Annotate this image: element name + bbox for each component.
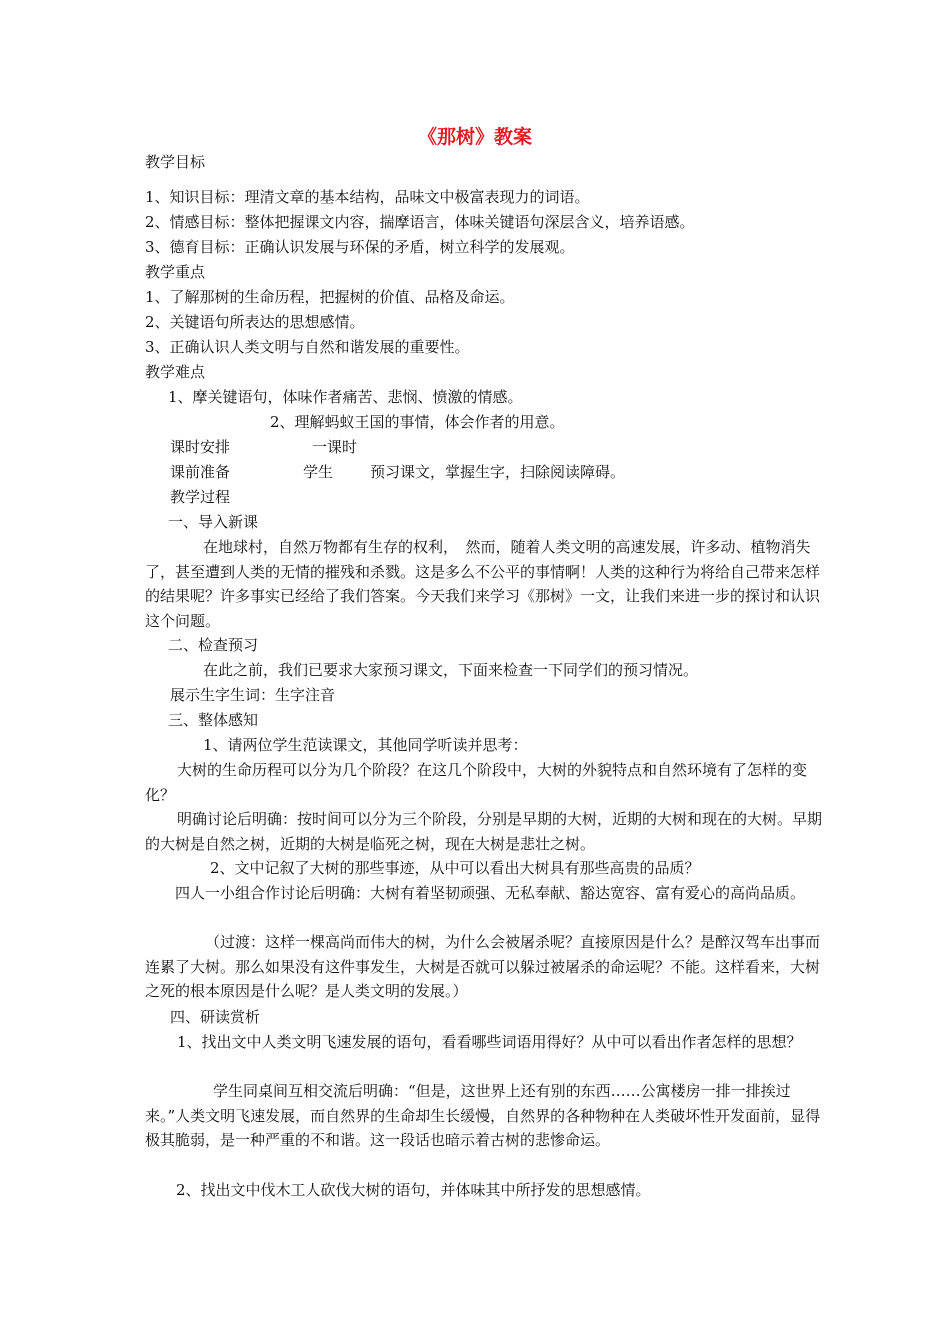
section-heading: 三、整体感知	[168, 711, 259, 729]
objective-item: 1、知识目标：理清文章的基本结构，品味文中极富表现力的词语。	[145, 188, 590, 206]
objectives-heading: 教学目标	[145, 153, 206, 171]
key-point-item: 3、正确认识人类文明与自然和谐发展的重要性。	[145, 338, 470, 356]
question-item: 1、请两位学生范读课文，其他同学听读并思考：	[203, 736, 528, 754]
difficulty-item: 1、摩关键语句，体味作者痛苦、悲悯、愤激的情感。	[168, 388, 523, 406]
preparation-label: 课前准备	[170, 463, 231, 481]
answer-paragraph: 四人一小组合作讨论后明确：大树有着坚韧顽强、无私奉献、豁达宽容、富有爱心的高尚品质。	[175, 884, 806, 902]
section-heading: 四、研读赏析	[170, 1008, 261, 1026]
transition-paragraph: （过渡：这样一棵高尚而伟大的树，为什么会被屠杀呢？直接原因是什么？是醉汉驾车出事而连累了大树。那么如果没有这件事发生，大树是否就可以躲过被屠杀的命运呢？不能。这样看来，大树之死的根本原因是什么呢？是人类文明的发展。）	[145, 933, 821, 1000]
process-heading: 教学过程	[170, 488, 231, 506]
schedule-value: 一课时	[312, 438, 358, 456]
page-title: 《那树》教案	[417, 126, 532, 148]
objective-item: 2、情感目标：整体把握课文内容，揣摩语言，体味关键语句深层含义，培养语感。	[145, 213, 695, 231]
question-item: 2、找出文中伐木工人砍伐大树的语句，并体味其中所抒发的思想感情。	[176, 1181, 651, 1199]
difficulties-heading: 教学难点	[145, 363, 206, 381]
section-heading: 二、检查预习	[168, 636, 259, 654]
section-paragraph: 在地球村，自然万物都有生存的权利， 然而，随着人类文明的高速发展，许多动、植物消失了，甚至遭到人类的无情的摧残和杀戮。这是多么不公平的事情啊！人类的这种行为将给自己带来怎样的结果呢？许多事实已经给了我们答案。今天我们来学习《那树》一文，让我们来进一步的探讨和认识这个问题。	[145, 538, 821, 630]
key-point-item: 2、关键语句所表达的思想感情。	[145, 313, 365, 331]
preparation-task: 预习课文，掌握生字，扫除阅读障碍。	[370, 463, 626, 481]
key-point-item: 1、了解那树的生命历程，把握树的价值、品格及命运。	[145, 288, 515, 306]
objective-item: 3、德育目标：正确认识发展与环保的矛盾，树立科学的发展观。	[145, 238, 575, 256]
preparation-who: 学生	[303, 463, 334, 481]
schedule-label: 课时安排	[170, 438, 231, 456]
question-item: 2、文中记叙了大树的那些事迹，从中可以看出大树具有那些高贵的品质？	[210, 859, 700, 877]
section-heading: 一、导入新课	[168, 513, 259, 531]
difficulty-item: 2、理解蚂蚁王国的事情，体会作者的用意。	[270, 413, 565, 431]
section-paragraph: 在此之前，我们已要求大家预习课文，下面来检查一下同学们的预习情况。	[203, 661, 699, 679]
question-item: 1、找出文中人类文明飞速发展的语句，看看哪些词语用得好？从中可以看出作者怎样的思想？	[177, 1033, 802, 1051]
key-points-heading: 教学重点	[145, 263, 206, 281]
question-detail: 大树的生命历程可以分为几个阶段？在这几个阶段中，大树的外貌特点和自然环境有了怎样的变化？	[145, 761, 808, 804]
section-paragraph: 展示生字生词：生字注音	[170, 686, 336, 704]
answer-paragraph: 学生同桌间互相交流后明确：“但是，这世界上还有别的东西……公寓楼房一排一排挨过来。”人类文明飞速发展，而自然界的生命却生长缓慢，自然界的各种物种在人类破坏性开发面前，显得极其脆弱，是一种严重的不和谐。这一段话也暗示着古树的悲惨命运。	[145, 1082, 821, 1149]
answer-paragraph: 明确讨论后明确：按时间可以分为三个阶段，分别是早期的大树，近期的大树和现在的大树。早期的大树是自然之树，近期的大树是临死之树，现在大树是悲壮之树。	[145, 810, 823, 853]
